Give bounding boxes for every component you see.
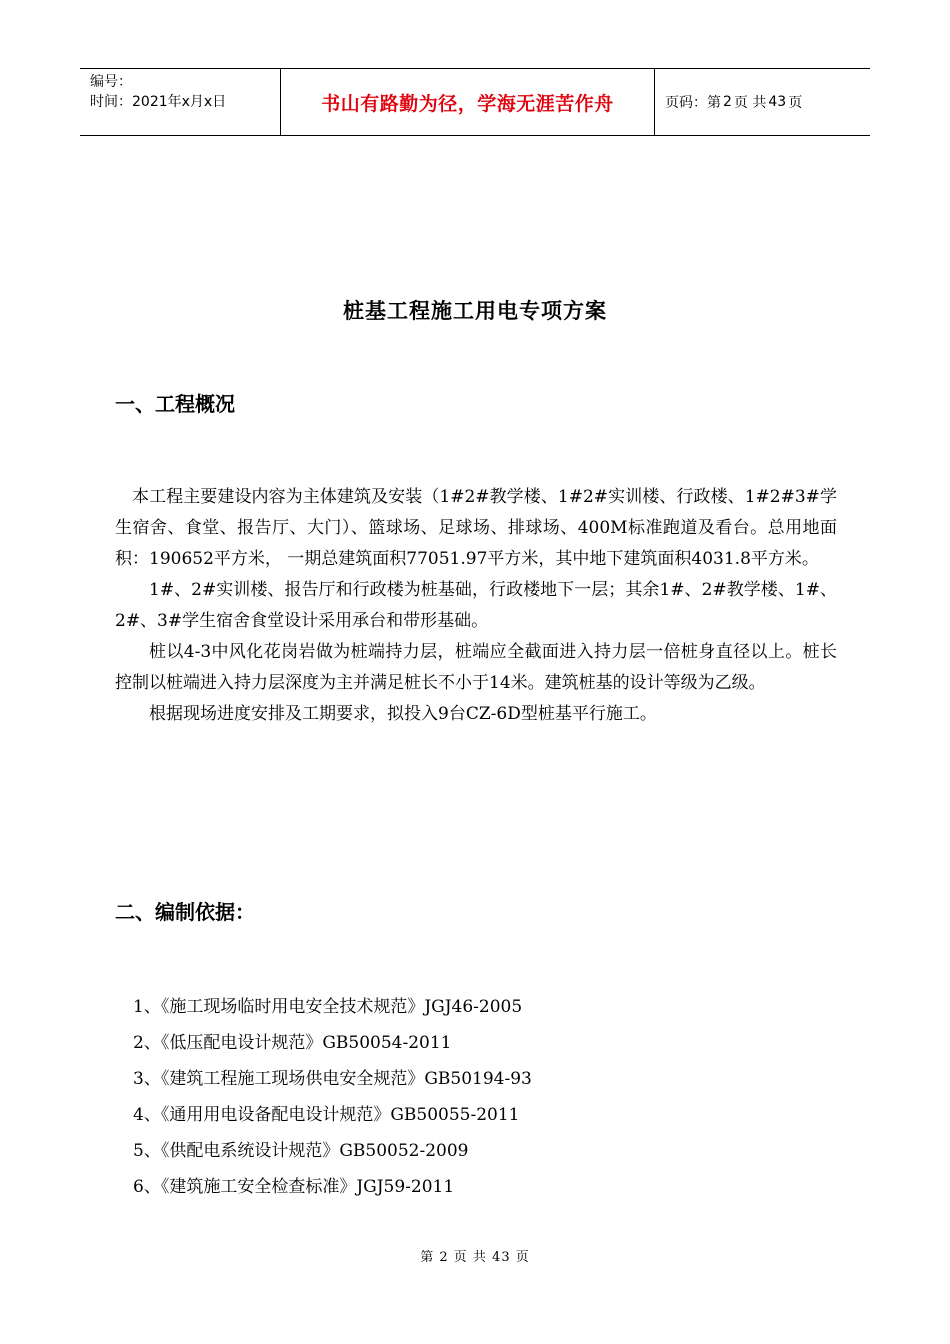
paragraph: 本工程主要建设内容为主体建筑及安装（1#2#教学楼、1#2#实训楼、行政楼、1#2#3#学生宿舍、食堂、报告厅、大门）、篮球场、足球场、排球场、400M标准跑道及看台。总用地面积：190652平方米， 一期总建筑面积77051.97平方米，其中地下建筑面积4031.8平方米。 (115, 487, 837, 569)
paragraph: 1#、2#实训楼、报告厅和行政楼为桩基础，行政楼地下一层；其余1#、2#教学楼、1#、2#、3#学生宿舍食堂设计采用承台和带形基础。 (115, 580, 837, 631)
reference-item: 4、《通用用电设备配电设计规范》GB50055-2011 (133, 1105, 520, 1125)
header-number-label: 编号： (90, 74, 132, 90)
reference-list (133, 989, 532, 1205)
reference-item: 1、《施工现场临时用电安全技术规范》JGJ46-2005 (133, 997, 523, 1017)
section-heading-overview: 一、工程概况 (115, 392, 235, 416)
header-page-info (655, 69, 870, 135)
header-time-label: 时间：2021年x月x日 (90, 94, 227, 110)
section-overview-body (115, 482, 837, 730)
page-current: 2 (723, 94, 732, 110)
header-meta (80, 69, 281, 135)
reference-item: 3、《建筑工程施工现场供电安全规范》GB50194-93 (133, 1069, 532, 1089)
section-heading-basis: 二、编制依据： (115, 900, 255, 924)
reference-item: 2、《低压配电设计规范》GB50054-2011 (133, 1033, 452, 1053)
paragraph: 桩以4-3中风化花岗岩做为桩端持力层，桩端应全截面进入持力层一倍桩身直径以上。桩长控制以桩端进入持力层深度为主并满足桩长不小于14米。建筑桩基的设计等级为乙级。 (115, 642, 837, 693)
page-prefix: 页码：第 (665, 95, 721, 111)
reference-item: 5、《供配电系统设计规范》GB50052-2009 (133, 1141, 469, 1161)
header-motto: 书山有路勤为径，学海无涯苦作舟 (281, 69, 655, 135)
page-middle: 页 共 (733, 95, 767, 111)
reference-item: 6、《建筑施工安全检查标准》JGJ59-2011 (133, 1177, 455, 1197)
page-total: 43 (768, 94, 787, 110)
paragraph: 根据现场进度安排及工期要求，拟投入9台CZ-6D型桩基平行施工。 (149, 704, 657, 724)
document-title: 桩基工程施工用电专项方案 (343, 299, 607, 323)
page-footer: 第 2 页 共 43 页 (420, 1250, 530, 1265)
page-header (80, 68, 870, 136)
page-suffix: 页 (788, 95, 803, 111)
